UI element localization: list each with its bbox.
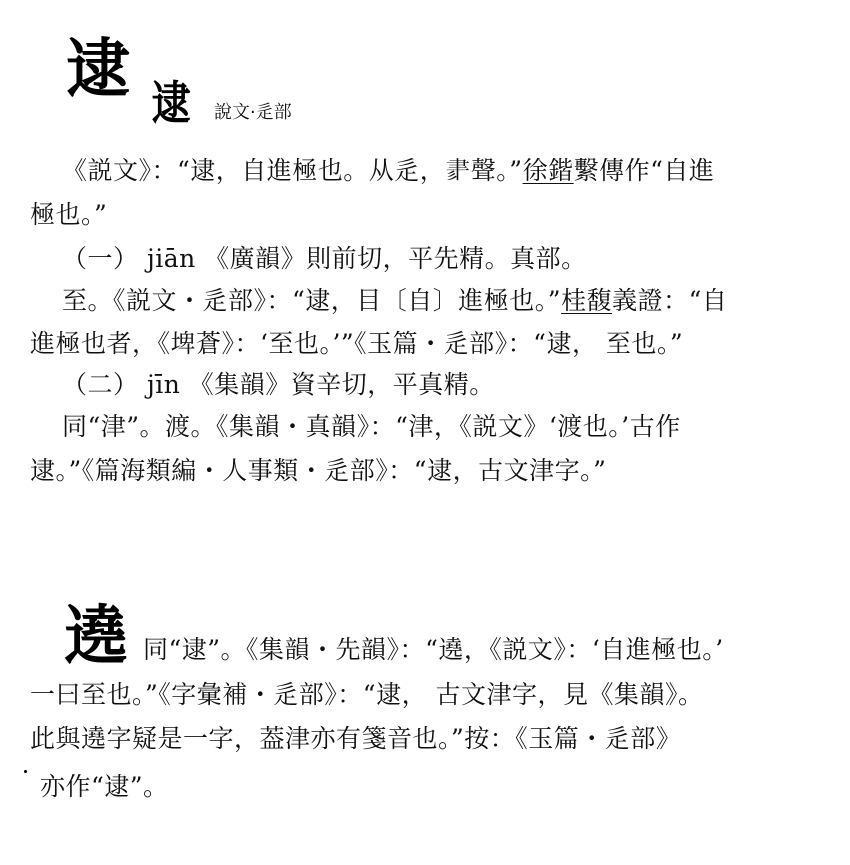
scan-speck [24, 770, 27, 773]
seal-script-glyph: 逮 [151, 76, 191, 130]
text-segment: 至。《説文・辵部》：“逮，目〔自〕進極也。” [62, 286, 562, 315]
text-line: 逮。”《篇海類編・人事類・辵部》：“逮，古文津字。” [30, 456, 607, 485]
pronunciation-line: （二） jīn 《集韻》資辛切，平真精。 [62, 370, 495, 399]
text-line: 亦作“逮”。 [40, 772, 169, 801]
headword: 遶 [64, 599, 128, 674]
text-line: 同“逮”。《集韻・先韻》：“遶，《説文》：‘自進極也。’ [143, 635, 724, 664]
text-line: 同“津”。渡。《集韻・真韻》：“津，《説文》‘渡也。’古作 [62, 412, 681, 441]
text-line: 一曰至也。”《字彙補・辵部》：“逮， 古文津字，見《集韻》。 [30, 680, 704, 709]
text-segment: 義證：“自 [612, 286, 728, 315]
pronunciation-line: （一） jiān 《廣韻》則前切，平先精。真部。 [62, 244, 587, 273]
text-segment: 《説文》：“逮，自進極也。从辵，𦘔聲。” [62, 156, 523, 185]
text-line [62, 156, 714, 186]
text-line: 此與遶字疑是一字，葢津亦有箋音也。”按：《玉篇・辵部》 [30, 724, 682, 753]
underlined-name: 桂馥 [561, 286, 613, 315]
underlined-name: 徐鍇 [522, 156, 574, 185]
text-line [62, 286, 727, 316]
text-line: 進極也者，《埤蒼》：‘至也。’”《玉篇・辵部》：“逮， 至也。” [30, 329, 684, 358]
headword: 逮 [66, 32, 130, 107]
source-tag: 說文·辵部 [214, 102, 292, 123]
text-line: 極也。” [30, 200, 108, 229]
text-segment: 繫傳作“自進 [573, 156, 715, 185]
